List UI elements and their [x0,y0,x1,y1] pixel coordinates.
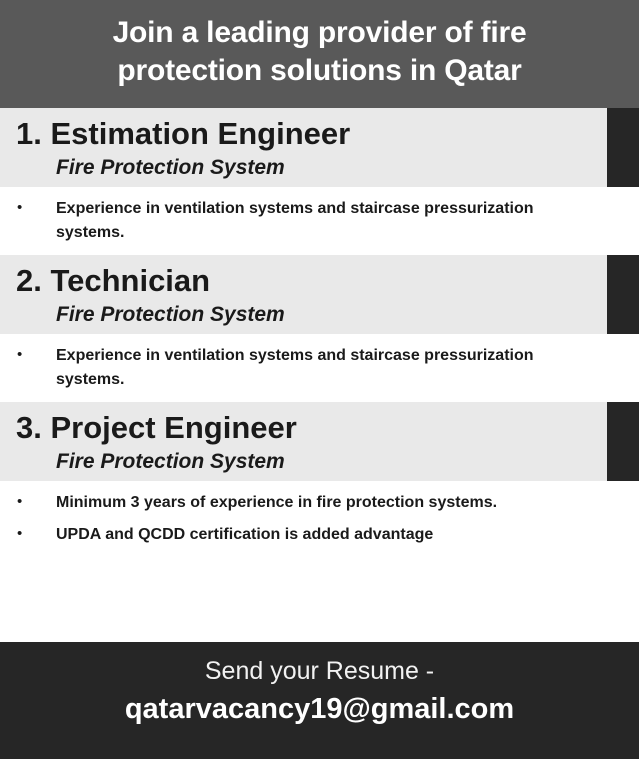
job-title-band-3 [0,402,639,481]
job-subtitle-3: Fire Protection System [56,449,285,473]
bullet-marker-icon: • [17,345,23,363]
bullet-text: Minimum 3 years of experience in fire protection systems. [56,493,498,511]
job-title-1: 1. Estimation Engineer [16,116,351,151]
job-bullets-2 [0,334,639,402]
header-title-line-2: protection solutions in Qatar [117,54,522,88]
list-item [0,197,639,245]
job-title-band-2 [0,255,639,334]
bullet-marker-icon: • [17,492,23,510]
job-subtitle-2: Fire Protection System [56,302,285,326]
job-bullets-1 [0,187,639,255]
job-title-band-1 [0,108,639,187]
contact-email[interactable]: qatarvacancy19@gmail.com [124,693,515,726]
list-item [0,344,639,392]
header-title-line-1: Join a leading provider of fire [112,16,527,49]
bullet-text: UPDA and QCDD certification is added advantage [56,525,434,543]
bullet-marker-icon: • [17,524,23,542]
job-bullets-3 [0,481,639,557]
poster-footer [0,642,639,759]
job-subtitle-1: Fire Protection System [56,155,285,179]
bullet-marker-icon: • [17,198,23,216]
resume-call-to-action: Send your Resume - [204,657,435,685]
job-title-2: 2. Technician [16,262,211,298]
list-item [0,491,639,515]
list-item [0,523,639,547]
job-title-3: 3. Project Engineer [16,409,297,445]
bullet-text: Experience in ventilation systems and staircase pressurization systems. [56,346,534,388]
poster-header [0,0,639,108]
bullet-text: Experience in ventilation systems and staircase pressurization systems. [56,199,534,241]
